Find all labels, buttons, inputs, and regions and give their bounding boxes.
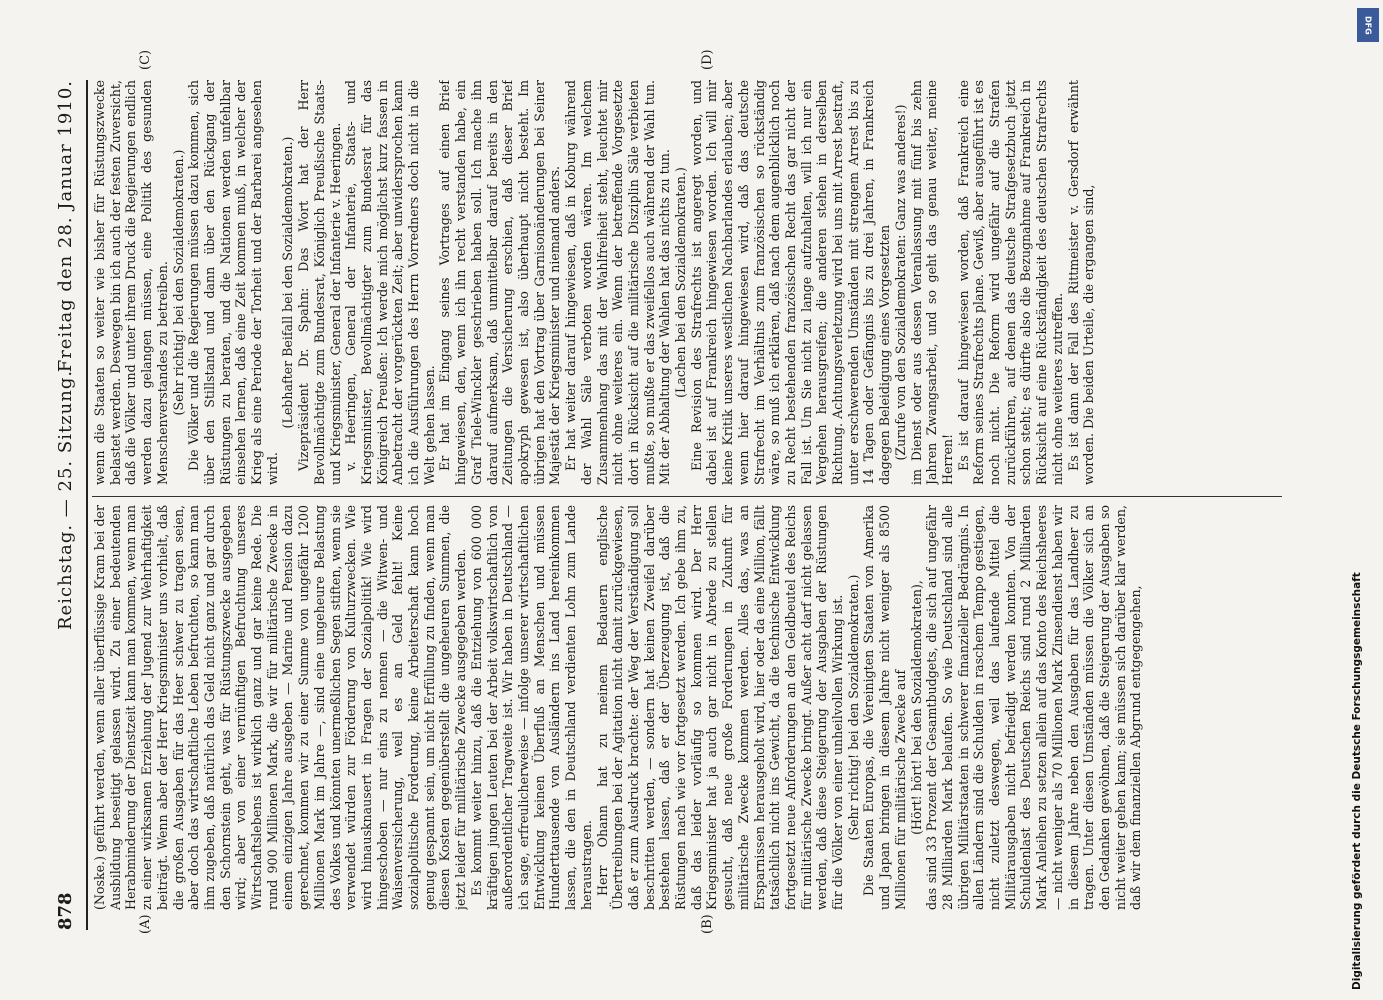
paragraph: Eine Revision des Strafrechts ist angeregt worden, und dabei ist auf Frankreich hingewiesen worden. Ich will mir keine Kritik unseres westlichen Nachbarlandes erlauben; aber wenn hier darauf hingewiesen wird, daß das deutsche Strafrecht im Verhältnis zum französischen so rückständig wäre, so muß ich erklären, daß nach dem augenblicklich noch zu Recht bestehenden französischen Recht das gar nicht der Fall ist. Um Sie nicht zu lange aufzuhalten, will ich nur ein Vergehen herausgreifen; die anderen stehen in derselben Richtung. Achtungsverletzung wird bei uns mit Arrest bestraft, unter erschwerenden Umständen mit strengem Arrest bis zu 14 Tagen oder Gefängnis bis zu drei Jahren, in Frankreich dagegen Beleidigung eines Vorgesetzten xyxy=(688,80,893,485)
margin-marker-c: (C) xyxy=(138,49,153,70)
paragraph: Die Völker und die Regierungen müssen dazu kommen, sich über den Stillstand und dann über den Rückgang der Rüstungen zu beraten, und die Nationen werden unfehlbar einsehen lernen, daß eine Zeit kommen muß, in welcher der Krieg als eine Periode der Torheit und der Barbarei angesehen wird. xyxy=(186,80,280,485)
header-left-title: Reichstag. — 25. Sitzung. xyxy=(55,369,76,630)
stage-direction: (Hört! hört! bei den Sozialdemokraten), xyxy=(908,580,924,835)
paragraph: wenn die Staaten so weiter wie bisher für Rüstungszwecke belastet werden. Deswegen bin ich auch der festen Zuversicht, daß die Völker und unter ihrem Druck die Regierungen endlich werden dazu gelangen müssen, eine Politik des gesunden Menschenverstandes zu betreiben. xyxy=(92,80,170,485)
paragraph: Er hat im Eingang seines Vortrages auf einen Brief hingewiesen, den, wenn ich ihn recht verstanden habe, ein Graf Tiele-Winckler geschrieben haben soll. Ich mache ihn darauf aufmerksam, daß unmittelbar darauf bereits in den Zeitungen die Versicherung erschien, daß dieser Brief apokryph gewesen ist, also überhaupt nicht besteht. Im übrigen hat den Vortrag über Garnisonänderungen bei Seiner Majestät der Kriegsminister und niemand anders. xyxy=(437,80,563,485)
paragraph: Vizepräsident Dr. Spahn: Das Wort hat der Herr Bevollmächtigte zum Bundesrat, Königlich Preußische Staats- und Kriegsminister, General der Infanterie v. Heeringen. xyxy=(296,80,343,485)
paragraph: im Dienst oder aus dessen Veranlassung mit fünf bis zehn Jahren Zwangsarbeit, und so geht das genau weiter, meine Herren! xyxy=(908,80,955,485)
dfg-logo: DFG xyxy=(1357,8,1379,42)
left-text-column xyxy=(92,505,1282,910)
header-date-title: Freitag den 28. Januar 1910. xyxy=(55,80,76,373)
margin-marker-b: (B) xyxy=(700,914,715,934)
paragraph: Es ist darauf hingewiesen worden, daß Frankreich eine Reform seines Strafrechts plane. Gewiß, aber ausgeführt ist es noch nicht. Die Reform wird ungefähr auf die Strafen zurückführen, auf denen das deutsche Strafgesetzbuch jetzt schon steht; es dürfte also die Bezugnahme auf Frankreich in Rücksicht auf eine Rückständigkeit des deutschen Strafrechts nicht ohne weiteres zutreffen. xyxy=(955,80,1065,485)
paragraph: (Noske.) geführt werden, wenn aller überflüssige Kram bei der Ausbildung beseitigt gelassen wird. Zu einer bedeutenden Herabminderung der Dienstzeit kann man kommen, wenn man zu einer wirksamen Erziehung der Jugend zur Wehrhaftigkeit beiträgt. Wenn aber der Herr Kriegsminister uns vorhielt, daß die großen Ausgaben für das Heer schwer zu tragen seien, aber doch das wirtschaftliche Leben befruchten, so kann man ihm zugeben, daß natürlich das Geld nicht ganz und gar durch den Schornstein geht, was für Rüstungszwecke ausgegeben wird; aber von einer vernünftigen Befruchtung unseres Wirtschaftslebens ist wirklich ganz und gar keine Rede. Die rund 900 Millionen Mark, die wir für militärische Zwecke in einem einzigen Jahre ausgeben — Marine und Pension dazu gerechnet, kommen wir zu einer Summe von ungefähr 1200 Millionen Mark im Jahre —, sind eine ungeheure Belastung des Volkes und könnten unermeßlichen Segen stiften, wenn sie verwendet würden zur Förderung von Kulturzwecken. Wie wird hinausknausert in Fragen der Sozialpolitik! Wie wird hingeschoben — nur eins zu nennen — die Witwen- und Waisenversicherung, weil es an Geld fehlt! Keine sozialpolitische Forderung, keine Arbeiterschaft kann hoch genug gespannt sein, um nicht Erfüllung zu finden, wenn man diesen Kosten gegenüberstellt die ungeheuren Summen, die jetzt leider für militärische Zwecke ausgegeben werden. xyxy=(92,505,469,910)
stage-direction: (Sehr richtig! bei den Sozialdemokraten.) xyxy=(845,574,861,841)
margin-marker-a: (A) xyxy=(138,914,153,934)
paragraph: Die Staaten Europas, die Vereinigten Staaten von Amerika und Japan bringen in diesem Jahre nicht weniger als 8500 Millionen für militärische Zwecke auf xyxy=(861,505,908,910)
paragraph: Herr Ohann hat zu meinem Bedauern englische Übertreibungen bei der Agitation nicht damit zurückgewiesen, daß er zum Ausdruck brachte: der Weg der Verständigung soll beschritten werden, — sondern hat keinen Zweifel darüber bestehen lassen, daß er der Überzeugung ist, daß die Rüstungen nach wie vor fortgesetzt werden. Ich gebe ihm zu, daß das leider vorläufig so kommen wird. Der Herr Kriegsminister hat ja auch gar nicht in Abrede zu stellen gesucht, daß neue große Forderungen in Zukunft für militärische Zwecke kommen werden. Alles das, was an Ersparnissen herausgeholt wird, hier oder da eine Million, fällt tatsächlich nicht ins Gewicht, da die technische Entwicklung fortgesetzt neue Anforderungen an den Geldbeutel des Reichs für militärische Zwecke bringt. Außer acht darf nicht gelassen werden, daß diese Steigerung der Ausgaben der Rüstungen für die Völker von einer unheilvollen Wirkung ist. xyxy=(594,505,846,910)
paragraph: Er hat weiter darauf hingewiesen, daß in Koburg während der Wahl Säle verboten worden wären. Im welchem Zusammenhang das mit der Wahlfreiheit steht, leuchtet mir nicht ohne weiteres ein. Wenn der betreffende Vorgesetzte dort in Rücksicht auf die militärische Disziplin Säle verbieten mußte, so mußte er das zweifellos auch während der Wahl tun. Mit der Abhaltung der Wahlen hat das nichts zu tun. xyxy=(563,80,673,485)
paragraph: v. Heeringen, General der Infanterie, Staats- und Kriegsminister, Bevollmächtigter zum Bundesrat für das Königreich Preußen: Ich werde mich möglichst kurz fassen in Anbetracht der vorgerückten Zeit; aber unwidersprochen kann ich die Ausführungen des Herrn Vorredners doch nicht in die Welt gehen lassen. xyxy=(343,80,437,485)
paragraph: Es ist dann der Fall des Rittmeister v. Gersdorf erwähnt worden. Die beiden Urteile, die ergangen sind, xyxy=(1065,80,1097,485)
stage-direction: (Lebhafter Beifall bei den Sozialdemokraten.) xyxy=(280,136,296,429)
right-text-column xyxy=(92,80,1282,485)
page-header xyxy=(55,80,85,930)
margin-marker-d: (D) xyxy=(700,49,715,70)
column-divider xyxy=(92,496,1282,497)
paragraph: das sind 33 Prozent der Gesamtbudgets, die sich auf ungefähr 28 Milliarden Mark belaufen. So wie Deutschland sind alle übrigen Militärstaaten in schwerer finanzieller Bedrängnis. In allen Ländern sind die Schulden in raschem Tempo gestiegen, nicht zuletzt deswegen, weil das laufende Mittel die Militärausgaben nicht befriedigt werden konnten. Von der Schuldenlast des Deutschen Reichs sind rund 2 Milliarden Mark Anleihen zu setzen allein auf das Konto des Reichsheeres — nicht weniger als 70 Millionen Mark Zinsendienst haben wir in diesem Jahre neben den Ausgaben für das Landheer zu tragen. Unter diesen Umständen müssen die Völker sich an den Gedanken gewöhnen, daß die Steigerung der Ausgaben so nicht weiter gehen kann; sie müssen sich darüber klar werden, daß wir dem finanziellen Abgrund entgegengehen, xyxy=(924,505,1144,910)
header-rule xyxy=(86,80,88,930)
paragraph: Es kommt weiter hinzu, daß die Entziehung von 600 000 kräftigen jungen Leuten bei der Arbeit volkswirtschaftlich von außerordentlicher Tragweite ist. Wir haben in Deutschland — ich sage, erfreulicherweise — infolge unserer wirtschaftlichen Entwicklung keinen Überfluß an Menschen und müssen Hunderttausende von Ausländern ins Land hereinkommen lassen, die den in Deutschland verdienten Lohn zum Lande heraustragen. xyxy=(468,505,594,910)
stage-direction: (Sehr richtig! bei den Sozialdemokraten.) xyxy=(170,149,186,416)
digitization-credit: Digitalisierung gefördert durch die Deutsche Forschungsgemeinschaft xyxy=(1351,572,1363,990)
stage-direction: (Zurufe von den Sozialdemokraten: Ganz was anderes!) xyxy=(892,104,908,461)
page-number: 878 xyxy=(55,892,76,930)
stage-direction: (Lachen bei den Sozialdemokraten.) xyxy=(673,167,689,398)
